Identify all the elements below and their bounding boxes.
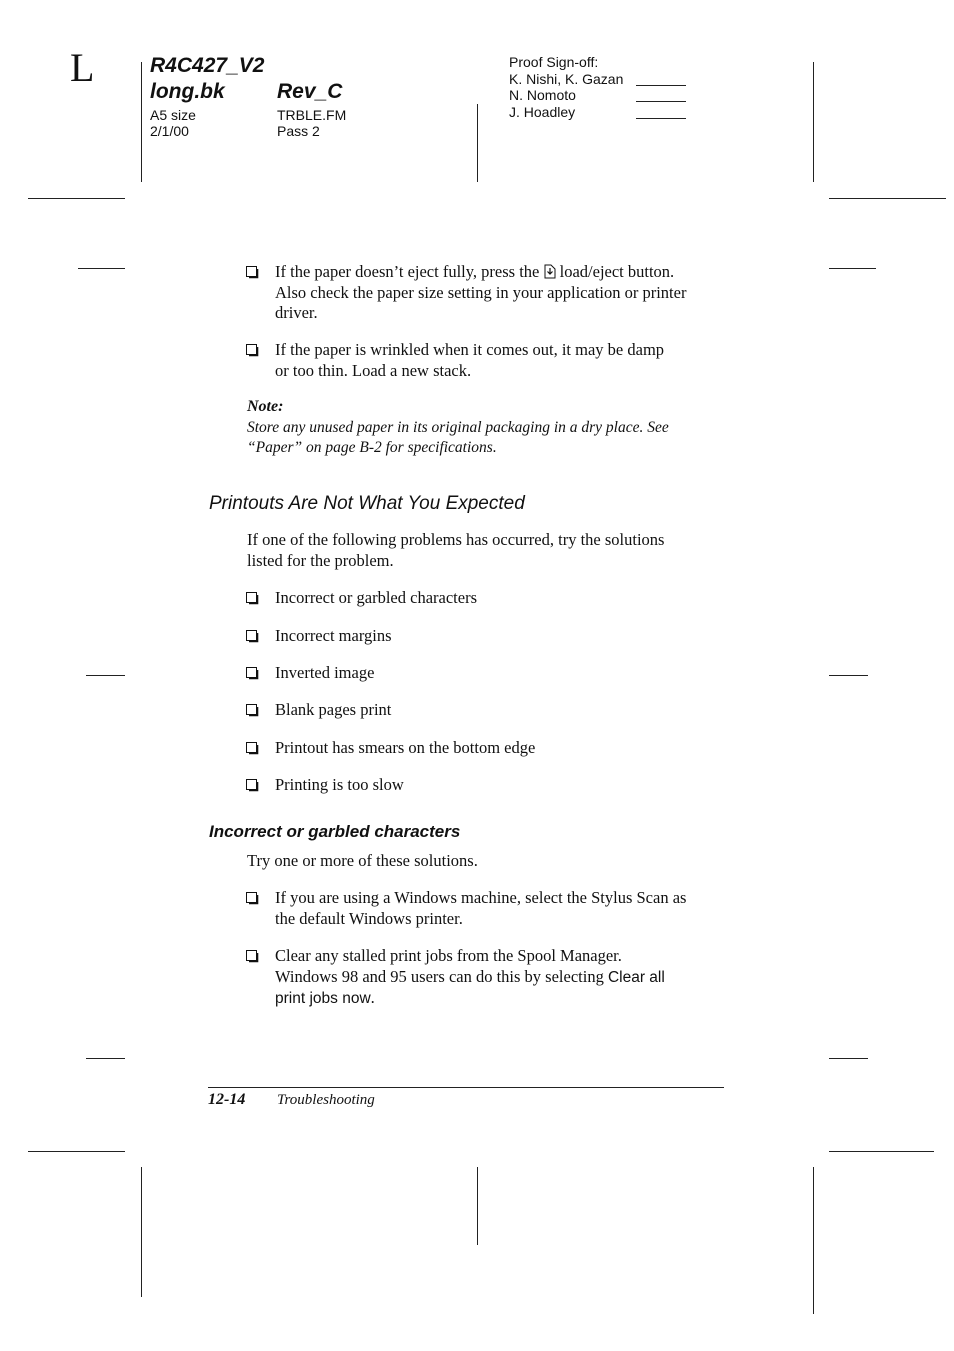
checkbox-bullet-icon — [246, 344, 259, 357]
crop-mark — [829, 268, 876, 269]
pass-number: Pass 2 — [277, 123, 320, 139]
list-item — [275, 262, 727, 324]
signoff-line — [636, 85, 686, 86]
crop-mark — [813, 1167, 814, 1314]
crop-mark — [28, 1151, 125, 1152]
checkbox-bullet-icon — [246, 704, 259, 717]
list-item: Blank pages print — [275, 700, 392, 719]
crop-mark — [829, 675, 868, 676]
note-label: Note: — [247, 398, 284, 415]
crop-mark — [141, 1167, 142, 1297]
signoff-name: K. Nishi, K. Gazan — [509, 71, 624, 87]
list-item-text: Also check the paper size setting in your application or printer — [275, 282, 687, 302]
list-item — [275, 946, 727, 1010]
list-item: Incorrect or garbled characters — [275, 588, 477, 607]
crop-mark — [829, 1151, 934, 1152]
list-item-text: Clear any stalled print jobs from the Spool Manager. — [275, 946, 622, 965]
checkbox-bullet-icon — [246, 592, 259, 605]
signoff-name: N. Nomoto — [509, 87, 576, 103]
list-item-text: or too thin. Load a new stack. — [275, 360, 472, 380]
checkbox-bullet-icon — [246, 266, 259, 279]
checkbox-bullet-icon — [246, 667, 259, 680]
checkbox-bullet-icon — [246, 742, 259, 755]
menu-command-text: Clear all — [607, 968, 665, 986]
list-item: Incorrect margins — [275, 626, 392, 645]
list-item-text: If the paper is wrinkled when it comes out, it may be damp — [275, 340, 665, 359]
footer-rule — [208, 1087, 724, 1088]
crop-mark — [28, 198, 125, 199]
subsection-heading: Incorrect or garbled characters — [209, 822, 461, 841]
crop-mark — [477, 1167, 478, 1245]
intro-paragraph — [247, 530, 727, 571]
note-text — [247, 418, 727, 458]
checkbox-bullet-icon — [246, 630, 259, 643]
crop-mark — [829, 198, 946, 199]
menu-command-text: print jobs now — [275, 990, 371, 1007]
paragraph-line: If one of the following problems has occurred, try the solutions — [247, 530, 665, 549]
list-item: Inverted image — [275, 663, 375, 682]
checkbox-bullet-icon — [246, 892, 259, 905]
crop-mark — [78, 268, 125, 269]
crop-mark — [829, 1058, 868, 1059]
crop-mark — [477, 104, 478, 182]
list-item-text: . — [370, 988, 375, 1007]
crop-mark — [86, 1058, 125, 1059]
note-line: Store any unused paper in its original packaging in a dry place. See — [247, 419, 669, 436]
revision: Rev_C — [277, 80, 343, 103]
list-item-text: If the paper doesn’t eject fully, press the — [275, 262, 540, 281]
subsection-intro: Try one or more of these solutions. — [247, 851, 478, 870]
paragraph-line: listed for the problem. — [247, 550, 394, 570]
signoff-line — [636, 118, 686, 119]
doc-code: R4C427_V2 — [150, 54, 265, 77]
doc-date: 2/1/00 — [150, 123, 189, 139]
crop-mark — [86, 675, 125, 676]
page-size: A5 size — [150, 107, 196, 123]
section-heading: Printouts Are Not What You Expected — [209, 493, 525, 514]
list-item-text: If you are using a Windows machine, select the Stylus Scan as — [275, 888, 687, 907]
signoff-title: Proof Sign-off: — [509, 54, 599, 70]
file-name: TRBLE.FM — [277, 107, 347, 123]
book-name: long.bk — [150, 80, 225, 103]
list-item-text: the default Windows printer. — [275, 908, 463, 928]
note-line: “Paper” on page B-2 for specifications. — [247, 439, 497, 456]
list-item: Printout has smears on the bottom edge — [275, 738, 536, 757]
signoff-line — [636, 101, 686, 102]
list-item — [275, 888, 727, 929]
list-item: Printing is too slow — [275, 775, 404, 794]
checkbox-bullet-icon — [246, 779, 259, 792]
footer-section-name: Troubleshooting — [277, 1092, 375, 1108]
list-item-text: load/eject button. — [559, 262, 675, 281]
list-item-text: driver. — [275, 303, 318, 322]
list-item — [275, 340, 727, 381]
checkbox-bullet-icon — [246, 950, 259, 963]
crop-mark — [813, 62, 814, 182]
page-number: 12-14 — [208, 1091, 246, 1108]
signoff-name: J. Hoadley — [509, 104, 576, 120]
list-item-text: Windows 98 and 95 users can do this by selecting — [275, 966, 604, 986]
load-eject-icon — [544, 264, 556, 279]
corner-letter: L — [70, 45, 95, 90]
crop-mark — [141, 62, 142, 182]
